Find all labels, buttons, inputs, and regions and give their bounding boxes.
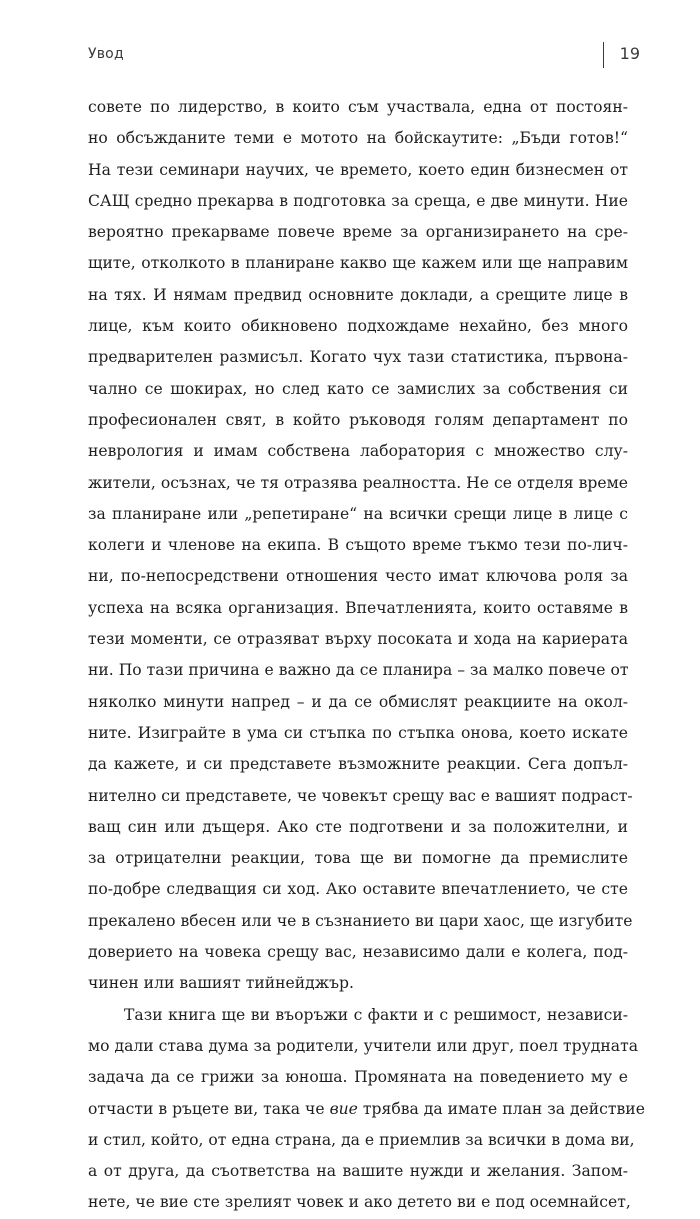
emphasized-word: вие bbox=[329, 1099, 358, 1118]
paragraph-2 bbox=[88, 1000, 645, 1219]
text-line: ни, по-непосредствени отношения често имат ключова роля за bbox=[88, 567, 628, 586]
text-line: за отрицателни реакции, това ще ви помогне да премислите bbox=[88, 849, 628, 868]
header-divider bbox=[603, 42, 604, 68]
text-line: по-добре следващия си ход. Ако оставите впечатлението, че сте bbox=[88, 880, 628, 899]
text-line: чинен или вашият тийнейджър. bbox=[88, 974, 354, 993]
text-line: щите, отколкото в планиране какво ще кажем или ще направим bbox=[88, 254, 628, 273]
text-line: професионален свят, в който ръководя голям департамент по bbox=[88, 410, 628, 429]
text-line: но обсъжданите теми е мотото на бойскаутите: „Бъди готов!“ bbox=[88, 129, 628, 148]
text-line: вероятно прекарваме повече време за организирането на сре- bbox=[88, 223, 628, 242]
text-line: предварителен размисъл. Когато чух тази статистика, първона- bbox=[88, 348, 628, 367]
text-line: жители, осъзнах, че тя отразява реалността. Не се отделя време bbox=[88, 473, 628, 492]
text-line: лице, към които обикновено подхождаме нехайно, без много bbox=[88, 317, 628, 336]
text-line: неврология и имам собствена лаборатория с множество слу- bbox=[88, 442, 628, 461]
text-line: на тях. И нямам предвид основните доклади, а срещите лице в bbox=[88, 285, 628, 304]
text-line: за планиране или „репетиране“ на всички срещи лице в лице с bbox=[88, 504, 628, 523]
text-line: тези моменти, се отразяват върху посоката и хода на кариерата bbox=[88, 630, 628, 649]
text-line: да кажете, и си представете възможните реакции. Сега допъл- bbox=[88, 755, 628, 774]
text-fragment: трябва да имате план за действие bbox=[362, 1099, 645, 1118]
text-line: колеги и членове на екипа. В същото време тъкмо тези по-лич- bbox=[88, 536, 628, 555]
text-line: успеха на всяка организация. Впечатленията, които оставяме в bbox=[88, 598, 628, 617]
text-line: На тези семинари научих, че времето, което един бизнесмен от bbox=[88, 160, 628, 179]
text-line: ни. По тази причина е важно да се планира – за малко повече от bbox=[88, 661, 629, 680]
body-text bbox=[88, 92, 645, 1219]
text-line: ните. Изиграйте в ума си стъпка по стъпка онова, което искате bbox=[88, 723, 628, 742]
text-line: чално се шокирах, но след като се замислих за собствения си bbox=[88, 379, 628, 398]
text-line: доверието на човека срещу вас, независимо дали е колега, под- bbox=[88, 943, 628, 962]
text-line: мо дали става дума за родители, учители или друг, поел трудната bbox=[88, 1036, 639, 1055]
paragraph-1 bbox=[88, 92, 633, 1000]
text-line: нително си представете, че човекът срещу вас е вашият подраст- bbox=[88, 786, 633, 805]
section-title: Увод bbox=[88, 46, 124, 62]
text-line: Тази книга ще ви въоръжи с факти и с решимост, независи- bbox=[124, 1005, 628, 1024]
text-line: совете по лидерство, в които съм участвала, една от постоян- bbox=[88, 98, 628, 116]
text-line: нете, че вие сте зрелият човек и ако детето ви е под осемнайсет, bbox=[88, 1193, 631, 1212]
text-line: ващ син или дъщеря. Ако сте подготвени и за положителни, и bbox=[88, 817, 628, 836]
text-line: а от друга, да съответства на вашите нужди и желания. Запом- bbox=[88, 1162, 628, 1181]
text-line: задача да се грижи за юноша. Промяната на поведението му е bbox=[88, 1068, 628, 1087]
text-line: САЩ средно прекарва в подготовка за среща, е две минути. Ние bbox=[88, 191, 628, 210]
text-line-with-emphasis bbox=[88, 1094, 645, 1125]
text-line: прекалено вбесен или че в съзнанието ви цари хаос, ще изгубите bbox=[88, 911, 633, 930]
text-fragment: отчасти в ръцете ви, така че bbox=[88, 1099, 325, 1118]
text-line: няколко минути напред – и да се обмислят реакциите на окол- bbox=[88, 692, 628, 711]
running-header bbox=[88, 42, 640, 70]
text-line: и стил, който, от една страна, да е приемлив за всички в дома ви, bbox=[88, 1130, 635, 1149]
page-number: 19 bbox=[619, 44, 640, 63]
